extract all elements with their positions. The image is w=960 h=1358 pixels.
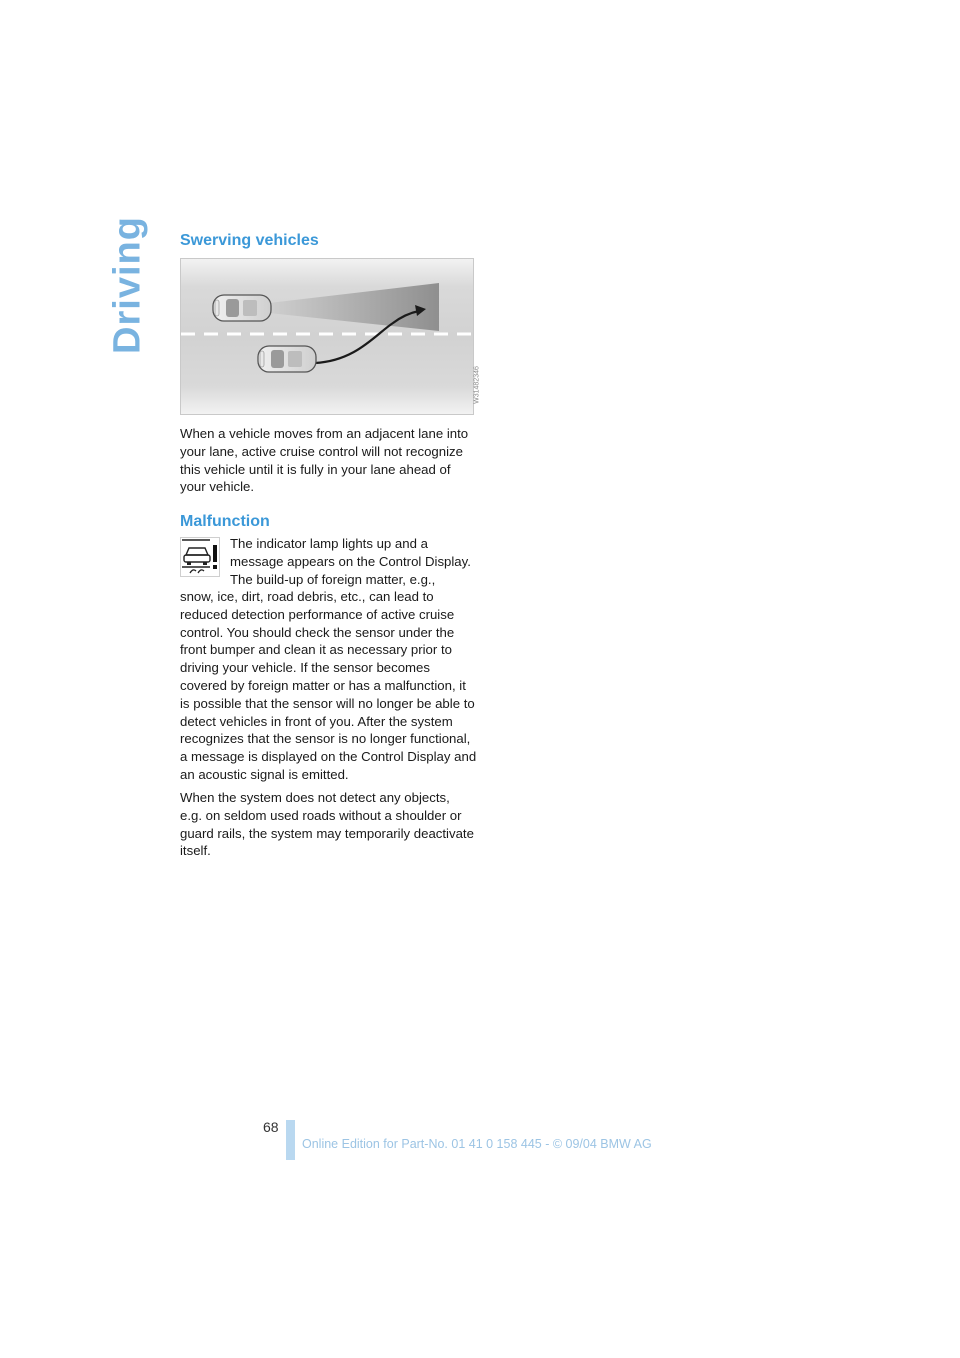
swerving-vehicles-heading: Swerving vehicles: [180, 232, 319, 249]
figure-code-text: W31482346: [473, 366, 481, 404]
malfunction-intro: The indicator lamp lights up and a message appears on the Control Display. The build-up of foreign matter, e.g.,: [230, 536, 471, 587]
own-vehicle: [213, 295, 271, 321]
road-diagram: [181, 259, 473, 414]
deactivation-paragraph: When the system does not detect any objects, e.g. on seldom used roads without a shoulder or guard rails, the system may temporarily deactivate itself.: [180, 790, 474, 859]
swerving-vehicle: [258, 346, 316, 372]
swerving-paragraph: When a vehicle moves from an adjacent lane into your lane, active cruise control will not recognize this vehicle until it is fully in your lane ahead of your vehicle.: [180, 426, 469, 495]
footer-accent-bar: [286, 1120, 295, 1160]
page-number: 68: [263, 1119, 279, 1135]
malfunction-body: snow, ice, dirt, road debris, etc., can lead to reduced detection performance of active cruise control. You should check the sensor under the front bumper and clean it as necessary prior to driving your vehicle. If the sensor becomes covered by foreign matter or has a malfunction, it is possible that the sensor will no longer be able to detect vehicles in front of you. After the system recognizes that the sensor is no longer functional, a message is displayed on the Control Display and an acoustic signal is emitted.: [180, 589, 477, 782]
section-tab: [100, 216, 156, 354]
online-edition-note: Online Edition for Part-No. 01 41 0 158 445 - © 09/04 BMW AG: [302, 1137, 652, 1151]
sensor-warning-icon: [180, 537, 220, 577]
malfunction-heading: Malfunction: [180, 513, 270, 530]
swerving-vehicles-illustration: [180, 258, 474, 415]
figure-code: [470, 360, 484, 410]
section-tab-label: Driving: [106, 216, 149, 354]
